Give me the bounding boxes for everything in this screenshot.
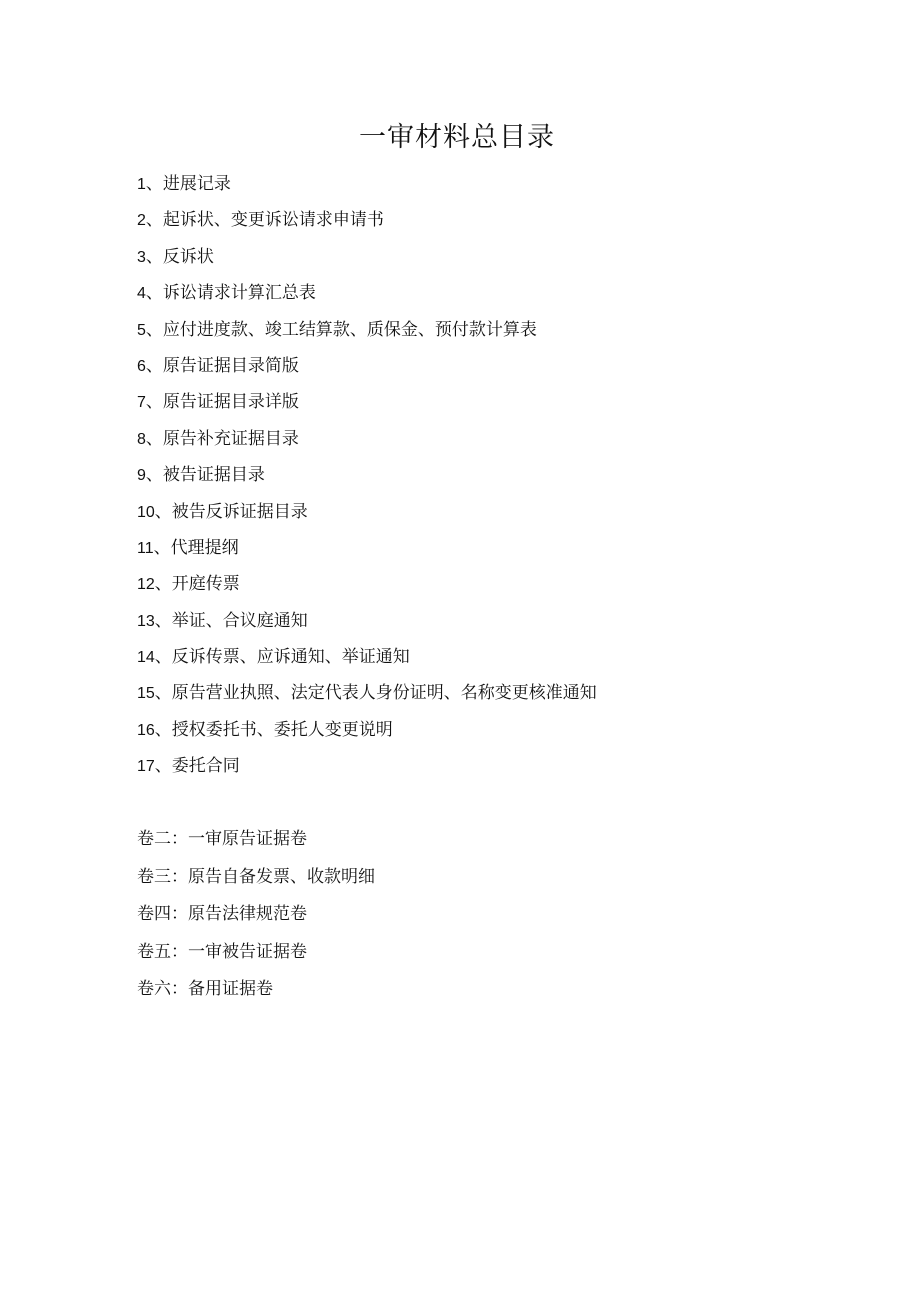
toc-item-number: 3 xyxy=(137,248,146,266)
toc-item-text: 起诉状、变更诉讼请求申请书 xyxy=(162,210,384,231)
toc-item-separator: 、 xyxy=(154,501,172,522)
toc-item-text: 举证、合议庭通知 xyxy=(171,610,308,631)
toc-item xyxy=(137,498,837,534)
document-title: 一审材料总目录 xyxy=(359,122,555,153)
volume-list xyxy=(137,825,837,1013)
toc-item xyxy=(137,170,837,206)
toc-item-separator: 、 xyxy=(145,174,163,194)
toc-item-text: 反诉传票、应诉通知、举证通知 xyxy=(171,647,410,668)
toc-item-number: 17 xyxy=(137,758,155,776)
toc-item-number: 10 xyxy=(137,503,155,521)
toc-item-separator: 、 xyxy=(154,647,172,668)
toc-item-separator: 、 xyxy=(154,574,172,595)
toc-item xyxy=(137,316,837,352)
toc-item xyxy=(137,679,837,715)
toc-item xyxy=(137,352,837,388)
toc-item-text: 原告补充证据目录 xyxy=(162,428,299,449)
toc-item-text: 诉讼请求计算汇总表 xyxy=(162,283,316,304)
toc-item-number: 16 xyxy=(137,721,155,739)
toc-item xyxy=(137,752,837,788)
toc-item xyxy=(137,607,837,643)
toc-item-number: 15 xyxy=(137,685,155,703)
toc-item-text: 授权委托书、委托人变更说明 xyxy=(171,719,393,740)
toc-item-text: 应付进度款、竣工结算款、质保金、预付款计算表 xyxy=(162,319,537,340)
toc-item-text: 开庭传票 xyxy=(171,574,240,595)
toc-item-number: 1 xyxy=(137,176,146,193)
table-of-contents xyxy=(137,170,837,789)
toc-item-separator: 、 xyxy=(145,283,163,304)
toc-item-number: 2 xyxy=(137,212,146,230)
volume-text: 一审原告证据卷 xyxy=(188,829,307,849)
toc-item-number: 11 xyxy=(137,539,154,557)
toc-item-separator: 、 xyxy=(154,683,172,704)
toc-item-separator: 、 xyxy=(154,719,172,740)
toc-item-separator: 、 xyxy=(145,355,163,376)
toc-item-number: 5 xyxy=(137,321,146,339)
toc-item-number: 12 xyxy=(137,576,155,594)
volume-item xyxy=(137,863,837,901)
volume-label: 卷四： xyxy=(137,904,188,924)
toc-item xyxy=(137,425,837,461)
toc-item-number: 4 xyxy=(137,285,146,303)
volume-label: 卷五： xyxy=(137,941,188,962)
toc-item-separator: 、 xyxy=(153,537,171,558)
toc-item xyxy=(137,388,837,424)
toc-item-separator: 、 xyxy=(145,465,163,486)
toc-item-text: 反诉状 xyxy=(162,246,214,267)
toc-item-number: 9 xyxy=(137,467,146,485)
volume-item xyxy=(137,975,837,1013)
toc-item-number: 6 xyxy=(137,357,146,375)
toc-item-separator: 、 xyxy=(154,756,172,777)
volume-label: 卷三： xyxy=(137,866,188,887)
toc-item-number: 7 xyxy=(137,394,146,412)
toc-item-text: 被告反诉证据目录 xyxy=(171,501,308,522)
toc-item-separator: 、 xyxy=(145,319,163,340)
toc-item xyxy=(137,534,837,570)
volume-text: 备用证据卷 xyxy=(188,979,273,999)
toc-item-number: 13 xyxy=(137,612,155,630)
toc-item-number: 14 xyxy=(137,649,155,667)
toc-item-separator: 、 xyxy=(145,210,163,231)
toc-item-separator: 、 xyxy=(154,610,172,631)
toc-item-text: 代理提纲 xyxy=(170,537,239,558)
toc-item-text: 原告证据目录详版 xyxy=(162,392,299,413)
toc-item-text: 被告证据目录 xyxy=(162,465,265,486)
toc-item xyxy=(137,570,837,606)
toc-item-text: 原告证据目录简版 xyxy=(162,355,299,376)
volume-label: 卷二： xyxy=(137,829,188,849)
toc-item-separator: 、 xyxy=(145,246,163,267)
toc-item-text: 委托合同 xyxy=(171,756,240,777)
volume-text: 原告法律规范卷 xyxy=(188,904,307,924)
toc-item xyxy=(137,279,837,315)
volume-item xyxy=(137,938,837,976)
toc-item xyxy=(137,716,837,752)
toc-item xyxy=(137,243,837,279)
toc-item-text: 进展记录 xyxy=(162,174,231,194)
volume-text: 一审被告证据卷 xyxy=(188,941,307,962)
toc-item-separator: 、 xyxy=(145,392,163,413)
toc-item xyxy=(137,206,837,242)
toc-item xyxy=(137,643,837,679)
toc-item-text: 原告营业执照、法定代表人身份证明、名称变更核准通知 xyxy=(171,683,597,704)
toc-item xyxy=(137,461,837,497)
volume-label: 卷六： xyxy=(137,979,188,999)
volume-text: 原告自备发票、收款明细 xyxy=(188,866,375,887)
volume-item xyxy=(137,825,837,863)
toc-item-number: 8 xyxy=(137,430,146,448)
volume-item xyxy=(137,900,837,938)
toc-item-separator: 、 xyxy=(145,428,163,449)
